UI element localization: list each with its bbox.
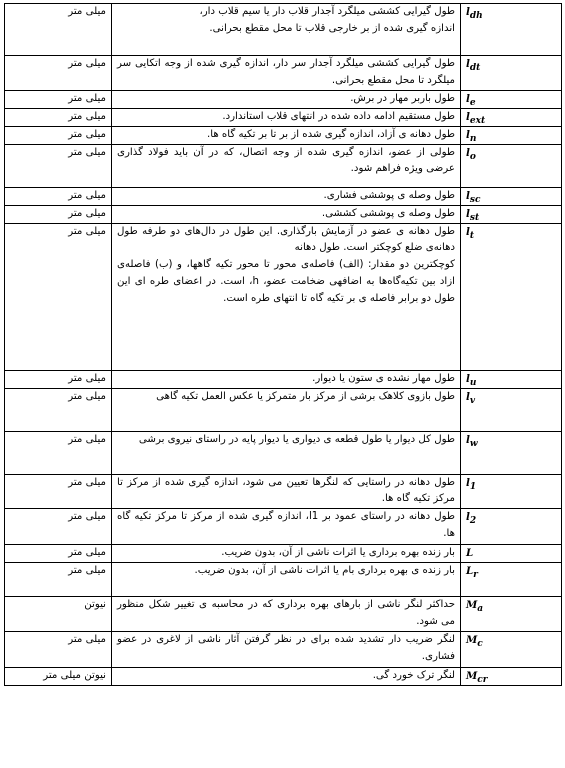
symbol-letter: l — [466, 511, 470, 524]
unit-cell: میلی متر — [5, 187, 112, 205]
symbol-subscript: r — [473, 570, 478, 581]
table-row — [5, 597, 562, 632]
table-row — [5, 668, 562, 686]
symbol-letter: l — [466, 6, 470, 18]
symbol-subscript: v — [469, 395, 476, 406]
description-cell — [112, 4, 461, 56]
unit-cell: میلی متر — [5, 431, 112, 474]
description-text: طول کل دیوار یا طول قطعه ی دیواری یا دیوار پایه در راستای نیروی برشی — [138, 433, 455, 445]
symbol-subscript: w — [469, 438, 478, 449]
description-text: طول مستقیم ادامه داده شده در انتهای قلاب استاندارد. — [222, 110, 455, 122]
description-text: طول مهار نشده ی ستون یا دیوار. — [312, 372, 455, 384]
table-row — [5, 388, 562, 431]
table-row — [5, 563, 562, 597]
description-text: طول گیرایی کششی میلگرد آجدار قلاب دار یا سیم قلاب دار، — [199, 6, 455, 17]
description-text: طول وصله ی پوششی کششی. — [321, 207, 455, 219]
symbol-subscript: o — [469, 151, 476, 162]
symbol-subscript: e — [469, 97, 476, 108]
description-cell — [112, 223, 461, 370]
description-cell — [112, 144, 461, 187]
symbol-cell — [461, 108, 562, 126]
table-row — [5, 474, 562, 509]
description-cell — [112, 388, 461, 431]
table-row — [5, 108, 562, 126]
symbol-subscript: t — [469, 230, 475, 241]
description-cell — [112, 597, 461, 632]
description-cell — [112, 56, 461, 91]
description-cell — [112, 108, 461, 126]
symbol-cell — [461, 668, 562, 686]
table-row — [5, 4, 562, 56]
table-row — [5, 370, 562, 388]
unit-cell: میلی متر — [5, 388, 112, 431]
unit-cell: میلی متر — [5, 223, 112, 370]
description-text: بار زنده ی بهره برداری بام یا اثرات ناشی از آن، بدون ضریب. — [194, 565, 455, 577]
description-text: کوچکترین دو مقدار: (الف) فاصله‌ی محور تا محور تکیه گاهها، و (ب) فاصله‌ی ازاد بین تکیه‌گاه‌ها به اضافهی ضخامت عضو، h، است. در اعضای طره ای این طول دو برابر فاصله ی بر تکیه گاه تا انتهای طره است. — [117, 259, 455, 304]
description-text: طول دهانه در راستایی که لنگرها تعیین می شود، اندازه گیری شده از مرکز تا مرکز تکیه گاه ها. — [117, 476, 455, 505]
symbol-cell — [461, 205, 562, 223]
unit-cell: میلی متر — [5, 563, 112, 597]
symbol-cell — [461, 370, 562, 388]
table-row — [5, 90, 562, 108]
table-row — [5, 187, 562, 205]
symbol-cell — [461, 144, 562, 187]
symbol-letter: l — [466, 372, 470, 385]
symbol-subscript: c — [477, 639, 483, 650]
symbol-subscript: n — [469, 133, 477, 144]
symbol-subscript: sc — [469, 194, 481, 205]
description-text: طول باربر مهار در برش. — [350, 92, 455, 104]
symbol-letter: l — [466, 128, 470, 141]
table-row — [5, 205, 562, 223]
unit-cell: میلی متر — [5, 56, 112, 91]
symbol-subscript: dt — [469, 63, 481, 73]
symbol-cell — [461, 56, 562, 91]
symbol-cell — [461, 632, 562, 668]
description-cell — [112, 545, 461, 563]
symbol-letter: L — [466, 565, 474, 578]
description-text: لنگر ضریب دار تشدید شده برای در نظر گرفتن آثار ناشی از لاغری در عضو فشاری. — [117, 634, 455, 662]
symbol-letter: M — [466, 634, 478, 647]
symbol-letter: l — [466, 58, 470, 70]
symbol-cell — [461, 4, 562, 56]
unit-cell: نیوتن — [5, 597, 112, 632]
symbol-letter: l — [466, 207, 470, 220]
description-cell — [112, 632, 461, 668]
symbol-cell — [461, 597, 562, 632]
description-cell — [112, 126, 461, 144]
symbol-subscript: 1 — [469, 481, 477, 492]
description-cell — [112, 90, 461, 108]
description-cell — [112, 431, 461, 474]
symbol-definitions-table — [4, 3, 562, 686]
symbol-cell — [461, 431, 562, 474]
symbol-letter: l — [466, 110, 470, 123]
symbol-letter: M — [466, 599, 478, 612]
unit-cell: میلی متر — [5, 632, 112, 668]
symbol-letter: l — [466, 476, 470, 489]
description-cell — [112, 668, 461, 686]
description-text: بار زنده بهره برداری یا اثرات ناشی از آن، بدون ضریب. — [221, 547, 455, 559]
description-cell — [112, 509, 461, 545]
table-row — [5, 126, 562, 144]
table-row — [5, 431, 562, 474]
symbol-cell — [461, 90, 562, 108]
description-text: طول وصله ی پوششی فشاری. — [323, 189, 455, 201]
symbol-cell — [461, 187, 562, 205]
unit-cell: میلی متر — [5, 4, 112, 56]
symbol-letter: M — [466, 670, 478, 683]
unit-cell: نیوتن میلی متر — [5, 668, 112, 686]
symbol-cell — [461, 509, 562, 545]
description-cell — [112, 205, 461, 223]
description-cell — [112, 563, 461, 597]
symbol-letter: l — [466, 146, 470, 159]
symbol-letter: l — [466, 189, 470, 202]
symbol-subscript: st — [469, 212, 480, 223]
table-row — [5, 144, 562, 187]
description-text: حداکثر لنگر ناشی از بارهای بهره برداری که در محاسبه ی تغییر شکل منظور می شود. — [117, 599, 455, 627]
table-row — [5, 223, 562, 370]
description-cell — [112, 474, 461, 509]
description-text: لنگر ترک خورد گی. — [372, 670, 455, 682]
unit-cell: میلی متر — [5, 205, 112, 223]
symbol-cell — [461, 545, 562, 563]
symbol-subscript: ext — [469, 115, 486, 126]
symbol-cell — [461, 388, 562, 431]
unit-cell: میلی متر — [5, 144, 112, 187]
symbol-subscript: cr — [477, 675, 488, 686]
symbol-cell — [461, 223, 562, 370]
description-text: طولی از عضو، اندازه گیری شده از وجه اتصال، که در آن باید فولاد گذاری عرضی ویژه فراهم شود. — [117, 146, 455, 175]
description-text: اندازه گیری شده از بر خارجی قلاب تا محل مقطع بحرانی. — [209, 22, 455, 34]
symbol-cell — [461, 126, 562, 144]
symbol-subscript: dh — [469, 11, 483, 21]
description-text: طول گیرایی کششی میلگرد آجدار سر دار، اندازه گیری شده از وجه اتکایی سر میلگرد تا محل مقطع بحرانی. — [117, 58, 455, 86]
unit-cell: میلی متر — [5, 474, 112, 509]
symbol-subscript: u — [469, 377, 477, 388]
table-row — [5, 509, 562, 545]
unit-cell: میلی متر — [5, 509, 112, 545]
description-cell — [112, 370, 461, 388]
unit-cell: میلی متر — [5, 90, 112, 108]
symbol-subscript: 2 — [469, 516, 477, 527]
description-text: طول دهانه در راستای عمود بر l1، اندازه گیری شده از مرکز تا مرکز تکیه گاه ها. — [117, 511, 455, 539]
unit-cell: میلی متر — [5, 545, 112, 563]
unit-cell: میلی متر — [5, 108, 112, 126]
unit-cell: میلی متر — [5, 370, 112, 388]
symbol-cell — [461, 474, 562, 509]
symbol-letter: l — [466, 92, 470, 105]
unit-cell: میلی متر — [5, 126, 112, 144]
description-text: طول بازوی کلاهک برشی از مرکز بار متمرکز یا عکس العمل تکیه گاهی — [156, 390, 455, 402]
symbol-letter: L — [466, 547, 474, 560]
description-text: طول دهانه ی عضو در آزمایش بارگذاری. این طول در دال‌های دو طرفه طول دهانه‌ی ضلع کوچکتر است. طول دهانه — [117, 225, 455, 254]
table-row — [5, 56, 562, 91]
description-text: طول دهانه ی آزاد، اندازه گیری شده از بر تا بر تکیه گاه ها. — [206, 128, 455, 140]
symbol-cell — [461, 563, 562, 597]
symbol-letter: l — [466, 390, 470, 403]
table-row — [5, 545, 562, 563]
symbol-letter: l — [466, 433, 470, 446]
symbol-letter: l — [466, 225, 470, 238]
table-row — [5, 632, 562, 668]
description-cell — [112, 187, 461, 205]
symbol-subscript: a — [477, 604, 484, 615]
